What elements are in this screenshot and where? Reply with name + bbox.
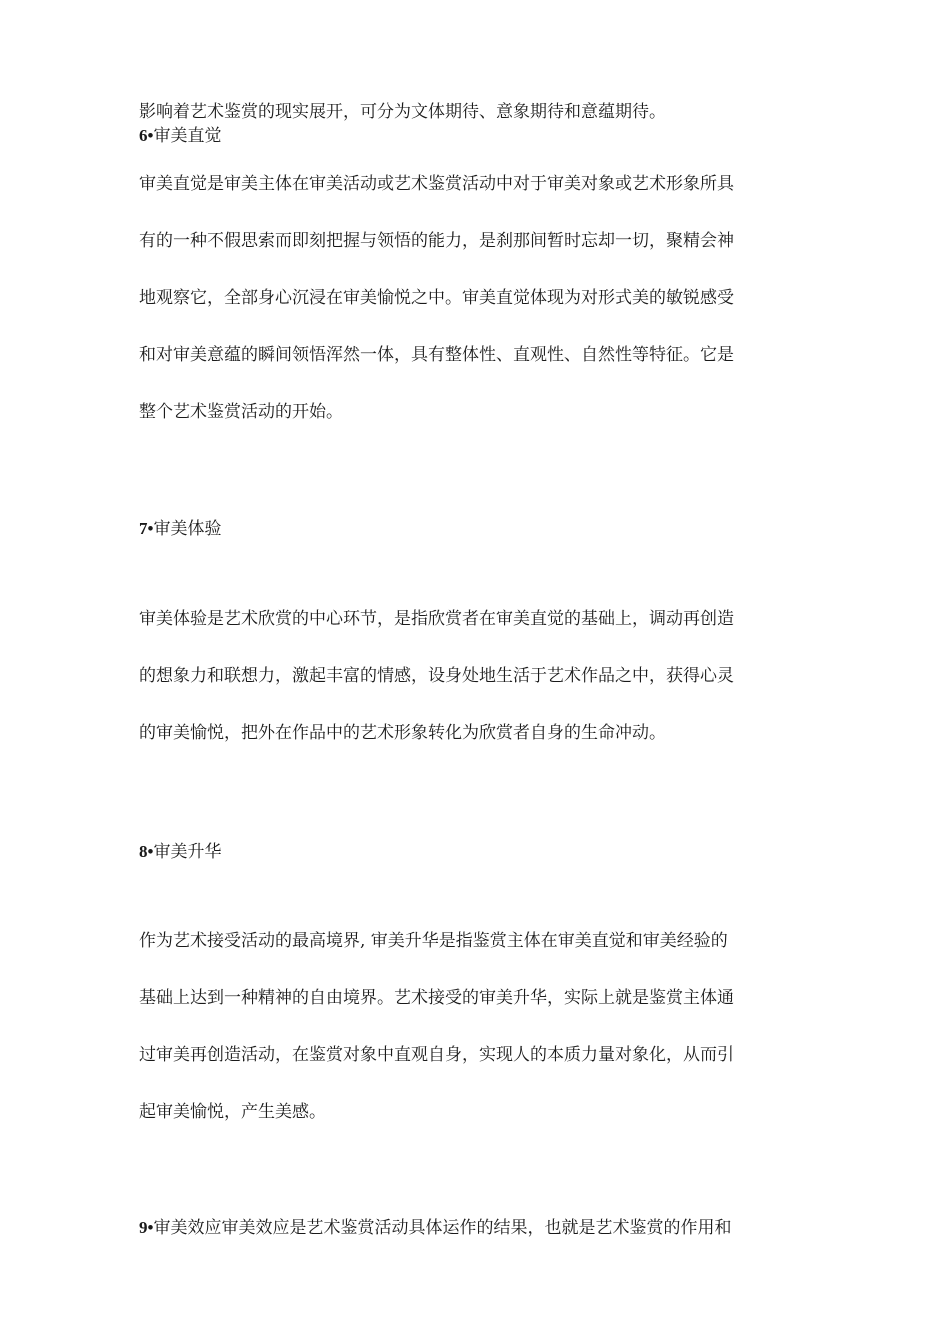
section-title: 审美升华 <box>153 842 222 862</box>
section-title: 审美直觉 <box>153 126 222 146</box>
paragraph-line: 的想象力和联想力，激起丰富的情感，设身处地生活于艺术作品之中，获得心灵 <box>139 666 734 686</box>
paragraph-line: 地观察它，全部身心沉浸在审美愉悦之中。审美直觉体现为对形式美的敏锐感受 <box>139 288 734 308</box>
section-title: 审美效应审美效应是艺术鉴赏活动具体运作的结果，也就是艺术鉴赏的作用和 <box>153 1218 732 1238</box>
section-heading-6 <box>139 126 819 146</box>
paragraph-line: 起审美愉悦，产生美感。 <box>139 1102 326 1122</box>
section-heading-7 <box>139 519 819 539</box>
paragraph-line: 作为艺术接受活动的最高境界, 审美升华是指鉴赏主体在审美直觉和审美经验的 <box>139 931 728 951</box>
paragraph-line: 基础上达到一种精神的自由境界。艺术接受的审美升华，实际上就是鉴赏主体通 <box>139 988 734 1008</box>
section-heading-8 <box>139 842 819 862</box>
section-number: 9• <box>139 1218 154 1237</box>
section-number: 7• <box>139 519 154 538</box>
paragraph-line: 和对审美意蕴的瞬间领悟浑然一体，具有整体性、直观性、自然性等特征。它是 <box>139 345 734 365</box>
paragraph-line: 过审美再创造活动，在鉴赏对象中直观自身，实现人的本质力量对象化，从而引 <box>139 1045 734 1065</box>
section-number: 6• <box>139 126 154 145</box>
section-number: 8• <box>139 842 154 861</box>
paragraph-line: 有的一种不假思索而即刻把握与领悟的能力，是刹那间暂时忘却一切，聚精会神 <box>139 231 734 251</box>
paragraph-line: 整个艺术鉴赏活动的开始。 <box>139 402 343 422</box>
intro-line: 影响着艺术鉴赏的现实展开，可分为文体期待、意象期待和意蕴期待。 <box>139 102 666 122</box>
paragraph-line: 审美体验是艺术欣赏的中心环节，是指欣赏者在审美直觉的基础上，调动再创造 <box>139 609 734 629</box>
paragraph-line: 审美直觉是审美主体在审美活动或艺术鉴赏活动中对于审美对象或艺术形象所具 <box>139 174 734 194</box>
paragraph-line: 的审美愉悦，把外在作品中的艺术形象转化为欣赏者自身的生命冲动。 <box>139 723 666 743</box>
section-title: 审美体验 <box>153 519 222 539</box>
section-heading-9 <box>139 1218 819 1238</box>
